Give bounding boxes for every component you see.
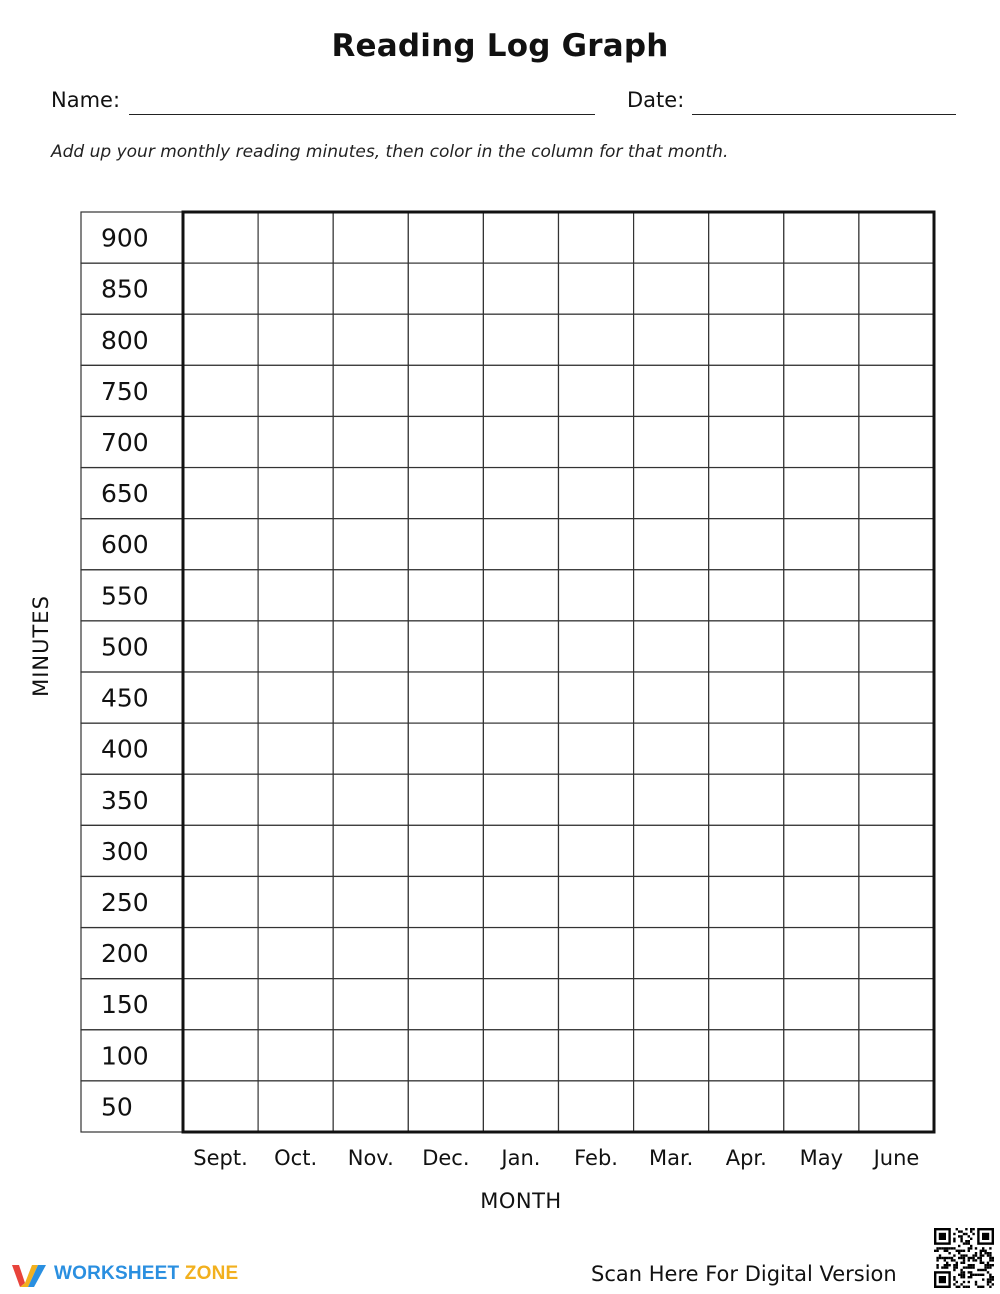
graph-cell[interactable]	[183, 570, 258, 621]
graph-cell[interactable]	[258, 825, 333, 876]
graph-cell[interactable]	[183, 1081, 258, 1132]
graph-cell[interactable]	[333, 774, 408, 825]
graph-cell[interactable]	[333, 672, 408, 723]
graph-cell[interactable]	[483, 979, 558, 1030]
graph-cell[interactable]	[258, 979, 333, 1030]
graph-cell[interactable]	[634, 774, 709, 825]
y-tick-label: 300	[101, 836, 149, 866]
graph-cell[interactable]	[408, 570, 483, 621]
graph-cell[interactable]	[258, 468, 333, 519]
x-tick-label: Sept.	[193, 1146, 248, 1170]
graph-cell[interactable]	[784, 416, 859, 467]
graph-cell[interactable]	[784, 468, 859, 519]
graph-cell[interactable]	[258, 212, 333, 263]
graph-cell[interactable]	[408, 468, 483, 519]
graph-cell[interactable]	[483, 416, 558, 467]
graph-cell[interactable]	[408, 621, 483, 672]
y-tick-label: 900	[101, 223, 149, 253]
graph-cell[interactable]	[408, 212, 483, 263]
graph-cell[interactable]	[859, 979, 934, 1030]
x-tick-label: Dec.	[422, 1146, 470, 1170]
x-tick-label: Oct.	[274, 1146, 318, 1170]
graph-cell[interactable]	[258, 723, 333, 774]
graph-cell[interactable]	[483, 825, 558, 876]
graph-cell[interactable]	[183, 672, 258, 723]
graph-cell[interactable]	[784, 928, 859, 979]
graph-cell[interactable]	[634, 519, 709, 570]
x-tick-label: Jan.	[501, 1146, 541, 1170]
graph-cell[interactable]	[408, 416, 483, 467]
y-tick-label: 350	[101, 785, 149, 815]
graph-cell[interactable]	[709, 212, 784, 263]
graph-cell[interactable]	[559, 314, 634, 365]
graph-cell[interactable]	[859, 621, 934, 672]
graph-cell[interactable]	[333, 570, 408, 621]
graph-cell[interactable]	[333, 314, 408, 365]
graph-cell[interactable]	[784, 519, 859, 570]
graph-cell[interactable]	[183, 212, 258, 263]
graph-cell[interactable]	[183, 621, 258, 672]
graph-cell[interactable]	[258, 928, 333, 979]
graph-cell[interactable]	[784, 212, 859, 263]
graph-cell[interactable]	[709, 825, 784, 876]
graph-cell[interactable]	[483, 1081, 558, 1132]
graph-cell[interactable]	[408, 519, 483, 570]
x-tick-label: May	[799, 1146, 844, 1170]
graph-cell[interactable]	[483, 263, 558, 314]
graph-cell[interactable]	[483, 621, 558, 672]
graph-cell[interactable]	[784, 365, 859, 416]
graph-cell[interactable]	[634, 621, 709, 672]
graph-cell[interactable]	[258, 774, 333, 825]
y-tick-label: 800	[101, 325, 149, 355]
y-tick-label: 500	[101, 632, 149, 662]
graph-cell[interactable]	[408, 825, 483, 876]
graph-cell[interactable]	[634, 212, 709, 263]
graph-cell[interactable]	[784, 979, 859, 1030]
graph-cell[interactable]	[634, 672, 709, 723]
graph-cell[interactable]	[333, 263, 408, 314]
graph-cell[interactable]	[709, 365, 784, 416]
graph-cell[interactable]	[258, 672, 333, 723]
y-tick-label: 100	[101, 1041, 149, 1071]
graph-cell[interactable]	[634, 263, 709, 314]
graph-cell[interactable]	[634, 570, 709, 621]
graph-cell[interactable]	[183, 876, 258, 927]
y-tick-label: 450	[101, 683, 149, 713]
graph-cell[interactable]	[559, 979, 634, 1030]
x-tick-label: June	[873, 1146, 920, 1170]
y-tick-label: 250	[101, 888, 149, 917]
graph-cell[interactable]	[258, 570, 333, 621]
graph-cell[interactable]	[784, 263, 859, 314]
graph-cell[interactable]	[859, 774, 934, 825]
graph-cell[interactable]	[183, 774, 258, 825]
graph-cell[interactable]	[333, 365, 408, 416]
graph-cell[interactable]	[634, 979, 709, 1030]
graph-cell[interactable]	[559, 365, 634, 416]
graph-cell[interactable]	[709, 519, 784, 570]
graph-cell[interactable]	[333, 519, 408, 570]
graph-cell[interactable]	[333, 1081, 408, 1132]
graph-cell[interactable]	[709, 723, 784, 774]
graph-cell[interactable]	[258, 876, 333, 927]
graph-cell[interactable]	[634, 1081, 709, 1132]
page-title: Reading Log Graph	[331, 28, 669, 64]
y-tick-label: 700	[101, 428, 149, 457]
graph-cell[interactable]	[258, 1081, 333, 1132]
graph-cell[interactable]	[408, 314, 483, 365]
graph-cell[interactable]	[333, 876, 408, 927]
x-tick-label: Nov.	[347, 1146, 394, 1170]
graph-cell[interactable]	[784, 825, 859, 876]
graph-cell[interactable]	[559, 672, 634, 723]
graph-cell[interactable]	[483, 1030, 558, 1081]
graph-cell[interactable]	[709, 621, 784, 672]
graph-cell[interactable]	[333, 621, 408, 672]
graph-cell[interactable]	[258, 365, 333, 416]
graph-cell[interactable]	[408, 1081, 483, 1132]
graph-cell[interactable]	[784, 774, 859, 825]
graph-cell[interactable]	[483, 928, 558, 979]
graph-cell[interactable]	[634, 723, 709, 774]
graph-cell[interactable]	[859, 723, 934, 774]
graph-cell[interactable]	[483, 876, 558, 927]
graph-cell[interactable]	[634, 876, 709, 927]
graph-cell[interactable]	[183, 263, 258, 314]
graph-cell[interactable]	[859, 314, 934, 365]
graph-cell[interactable]	[483, 774, 558, 825]
worksheet-zone-logo	[10, 1256, 238, 1292]
graph-cell[interactable]	[859, 468, 934, 519]
graph-cell[interactable]	[483, 570, 558, 621]
graph-cell[interactable]	[559, 519, 634, 570]
graph-cell[interactable]	[784, 621, 859, 672]
graph-cell[interactable]	[408, 979, 483, 1030]
graph-cell[interactable]	[408, 365, 483, 416]
x-axis-title: MONTH	[480, 1189, 562, 1213]
graph-cell[interactable]	[859, 212, 934, 263]
graph-cell[interactable]	[258, 263, 333, 314]
graph-cell[interactable]	[559, 212, 634, 263]
graph-cell[interactable]	[859, 570, 934, 621]
graph-cell[interactable]	[333, 212, 408, 263]
graph-cell[interactable]	[859, 263, 934, 314]
graph-cell[interactable]	[559, 1081, 634, 1132]
instruction-text: Add up your monthly reading minutes, then color in the column for that month.	[51, 142, 729, 162]
graph-cell[interactable]	[559, 774, 634, 825]
graph-cell[interactable]	[333, 416, 408, 467]
graph-cell[interactable]	[483, 519, 558, 570]
y-tick-label: 150	[101, 990, 149, 1020]
graph-cell[interactable]	[333, 979, 408, 1030]
graph-cell[interactable]	[408, 723, 483, 774]
graph-cell[interactable]	[559, 621, 634, 672]
y-tick-label: 550	[101, 581, 149, 611]
graph-cell[interactable]	[559, 876, 634, 927]
graph-cell[interactable]	[709, 876, 784, 927]
graph-cell[interactable]	[859, 1030, 934, 1081]
graph-cell[interactable]	[634, 1030, 709, 1081]
graph-cell[interactable]	[709, 979, 784, 1030]
graph-cell[interactable]	[559, 416, 634, 467]
graph-cell[interactable]	[859, 365, 934, 416]
graph-cell[interactable]	[709, 570, 784, 621]
graph-cell[interactable]	[408, 1030, 483, 1081]
date-label: Date:	[627, 88, 685, 112]
graph-cell[interactable]	[258, 416, 333, 467]
graph-cell[interactable]	[333, 825, 408, 876]
graph-cell[interactable]	[784, 1081, 859, 1132]
logo-text-worksheet: WORKSHEET	[54, 1263, 180, 1284]
graph-cell[interactable]	[408, 928, 483, 979]
graph-cell[interactable]	[784, 570, 859, 621]
graph-cell[interactable]	[559, 723, 634, 774]
qr-code-icon[interactable]	[934, 1228, 994, 1288]
graph-cell[interactable]	[709, 314, 784, 365]
graph-cell[interactable]	[859, 876, 934, 927]
y-tick-label: 750	[101, 376, 149, 406]
graph-cell[interactable]	[859, 672, 934, 723]
graph-cell[interactable]	[408, 774, 483, 825]
graph-cell[interactable]	[859, 1081, 934, 1132]
graph-cell[interactable]	[559, 928, 634, 979]
graph-cell[interactable]	[709, 1030, 784, 1081]
graph-cell[interactable]	[333, 468, 408, 519]
graph-cell[interactable]	[859, 519, 934, 570]
name-label: Name:	[51, 88, 121, 112]
graph-cell[interactable]	[634, 468, 709, 519]
graph-cell[interactable]	[183, 723, 258, 774]
graph-cell[interactable]	[408, 672, 483, 723]
graph-cell[interactable]	[709, 263, 784, 314]
worksheet-zone-logo-icon	[10, 1259, 48, 1289]
graph-cell[interactable]	[634, 365, 709, 416]
graph-cell[interactable]	[483, 365, 558, 416]
graph-cell[interactable]	[709, 468, 784, 519]
graph-cell[interactable]	[784, 672, 859, 723]
graph-cell[interactable]	[784, 314, 859, 365]
graph-cell[interactable]	[183, 825, 258, 876]
graph-cell[interactable]	[784, 723, 859, 774]
graph-cell[interactable]	[784, 1030, 859, 1081]
graph-cell[interactable]	[258, 314, 333, 365]
y-tick-label: 850	[101, 274, 149, 304]
graph-cell[interactable]	[183, 519, 258, 570]
graph-cell[interactable]	[183, 416, 258, 467]
graph-cell[interactable]	[183, 365, 258, 416]
graph-cell[interactable]	[559, 825, 634, 876]
y-tick-label: 200	[101, 939, 149, 969]
graph-cell[interactable]	[183, 468, 258, 519]
graph-cell[interactable]	[859, 928, 934, 979]
graph-cell[interactable]	[333, 928, 408, 979]
y-tick-label: 50	[101, 1092, 133, 1122]
graph-cell[interactable]	[709, 928, 784, 979]
graph-cell[interactable]	[859, 416, 934, 467]
graph-cell[interactable]	[859, 825, 934, 876]
graph-cell[interactable]	[333, 1030, 408, 1081]
graph-cell[interactable]	[483, 212, 558, 263]
graph-cell[interactable]	[709, 774, 784, 825]
graph-cell[interactable]	[634, 416, 709, 467]
x-tick-label: Apr.	[725, 1146, 767, 1170]
graph-cell[interactable]	[333, 723, 408, 774]
y-tick-label: 400	[101, 734, 149, 764]
graph-cell[interactable]	[258, 621, 333, 672]
graph-cell[interactable]	[709, 672, 784, 723]
graph-cell[interactable]	[408, 876, 483, 927]
scan-here-text: Scan Here For Digital Version	[591, 1262, 897, 1286]
graph-cell[interactable]	[559, 468, 634, 519]
graph-cell[interactable]	[559, 1030, 634, 1081]
logo-text-zone: ZONE	[184, 1263, 239, 1284]
graph-cell[interactable]	[634, 825, 709, 876]
graph-cell[interactable]	[483, 468, 558, 519]
x-tick-label: Feb.	[574, 1146, 618, 1170]
graph-cell[interactable]	[183, 928, 258, 979]
graph-cell[interactable]	[559, 263, 634, 314]
y-axis-title: MINUTES	[29, 595, 53, 697]
graph-cell[interactable]	[183, 314, 258, 365]
graph-cell[interactable]	[559, 570, 634, 621]
graph-cell[interactable]	[258, 1030, 333, 1081]
logo-text	[54, 1263, 238, 1285]
graph-cell[interactable]	[183, 1030, 258, 1081]
graph-cell[interactable]	[258, 519, 333, 570]
graph-cell[interactable]	[784, 876, 859, 927]
graph-cell[interactable]	[183, 979, 258, 1030]
graph-cell[interactable]	[483, 672, 558, 723]
y-tick-label: 600	[101, 530, 149, 560]
x-tick-label: Mar.	[648, 1146, 694, 1170]
graph-cell[interactable]	[634, 314, 709, 365]
y-tick-label: 650	[101, 479, 149, 509]
graph-cell[interactable]	[709, 416, 784, 467]
graph-cell[interactable]	[634, 928, 709, 979]
graph-cell[interactable]	[709, 1081, 784, 1132]
graph-cell[interactable]	[483, 723, 558, 774]
graph-cell[interactable]	[483, 314, 558, 365]
graph-cell[interactable]	[408, 263, 483, 314]
